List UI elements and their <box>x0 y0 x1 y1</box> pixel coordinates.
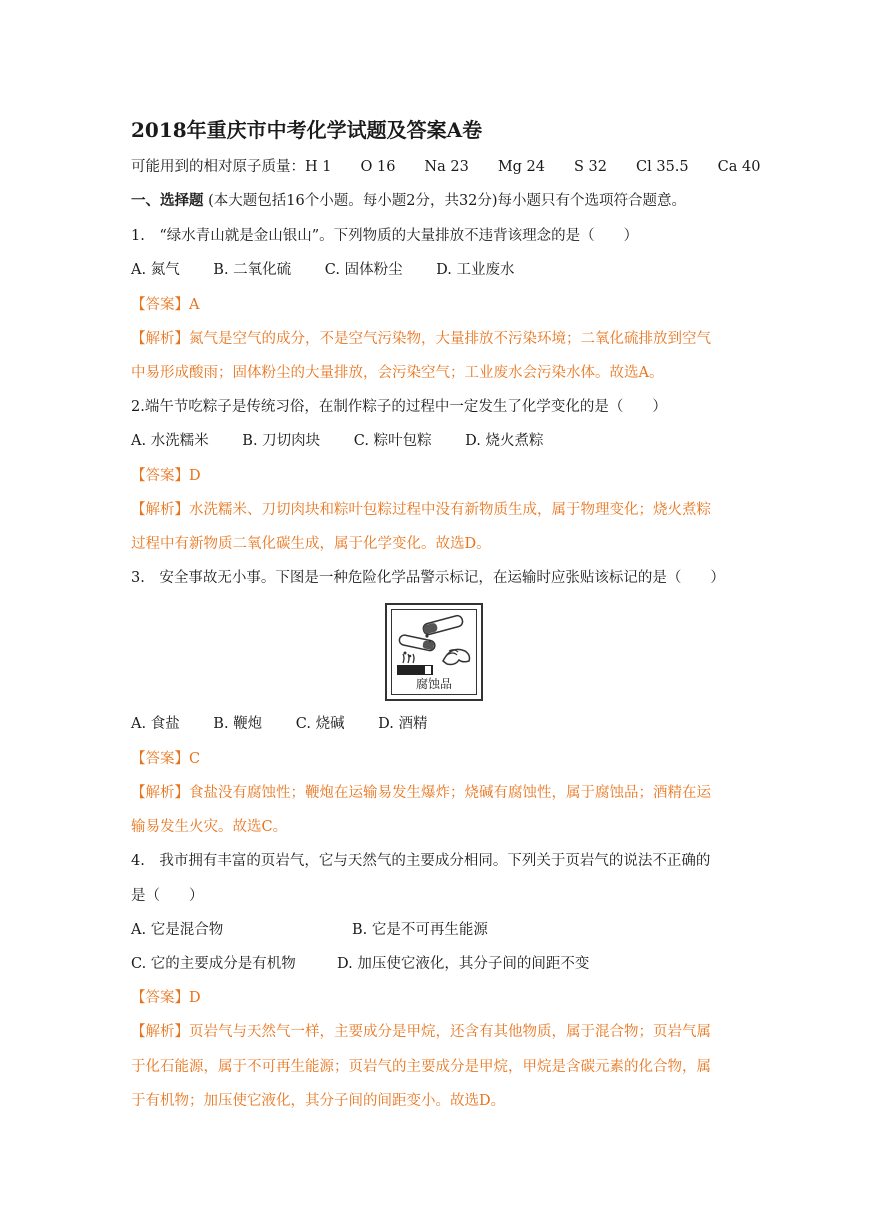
analysis-tag: 【解析】 <box>131 1024 189 1040</box>
section-header <box>131 191 686 211</box>
q4-stem-line1: 4. 我市拥有丰富的页岩气，它与天然气的主要成分相同。下列关于页岩气的说法不正确的 <box>131 853 711 869</box>
section-heading: 一、选择题 <box>131 192 204 209</box>
q1-analysis-line1: 氮气是空气的成分，不是空气污染物，大量排放不污染环境；二氧化硫排放到空气 <box>189 331 711 347</box>
q1-stem: 1. “绿水青山就是金山银山”。下列物质的大量排放不违背该理念的是（ ） <box>131 228 639 244</box>
answer-tag: 【答案】 <box>131 468 189 484</box>
section-note: (本大题包括16个小题。每小题2分，共32分)每小题只有个选项符合题意。 <box>208 193 687 209</box>
q1-answer-value: A <box>189 297 200 313</box>
sign-label: 腐蚀品 <box>415 677 452 691</box>
q1-answer <box>131 295 199 315</box>
q1-analysis-line2: 中易形成酸雨；固体粉尘的大量排放，会污染空气；工业废水会污染水体。故选A。 <box>131 365 664 381</box>
q2-options: A. 水洗糯米 B. 刀切肉块 C. 粽叶包粽 D. 烧火煮粽 <box>131 433 544 449</box>
q3-analysis <box>131 783 711 803</box>
q3-analysis-line2: 输易发生火灾。故选C。 <box>131 819 288 835</box>
page-title: 2018年重庆市中考化学试题及答案A卷 <box>131 118 483 142</box>
answer-tag: 【答案】 <box>131 990 189 1006</box>
answer-tag: 【答案】 <box>131 751 189 767</box>
q4-analysis-line2: 于化石能源，属于不可再生能源；页岩气的主要成分是甲烷，甲烷是含碳元素的化合物，属 <box>131 1059 711 1075</box>
q4-analysis-line1: 页岩气与天然气一样，主要成分是甲烷，还含有其他物质，属于混合物；页岩气属 <box>189 1024 711 1040</box>
q3-analysis-line1: 食盐没有腐蚀性；鞭炮在运输易发生爆炸；烧碱有腐蚀性，属于腐蚀品；酒精在运 <box>189 785 711 801</box>
q2-analysis-line1: 水洗糯米、刀切肉块和粽叶包粽过程中没有新物质生成，属于物理变化；烧火煮粽 <box>189 502 711 518</box>
q1-analysis <box>131 329 711 349</box>
q4-option-c: C. 它的主要成分是有机物 <box>131 956 296 972</box>
q4-stem-line2: 是（ ） <box>131 888 204 904</box>
q2-answer <box>131 466 201 486</box>
q2-answer-value: D <box>189 468 201 484</box>
q2-analysis <box>131 500 711 520</box>
q2-analysis-line2: 过程中有新物质二氧化碳生成，属于化学变化。故选D。 <box>131 536 491 552</box>
q3-answer-value: C <box>189 751 201 767</box>
answer-tag: 【答案】 <box>131 297 189 313</box>
q3-options: A. 食盐 B. 鞭炮 C. 烧碱 D. 酒精 <box>131 716 428 732</box>
q3-stem: 3. 安全事故无小事。下图是一种危险化学品警示标记，在运输时应张贴该标记的是（ ） <box>131 570 725 586</box>
q2-stem: 2.端午节吃粽子是传统习俗，在制作粽子的过程中一定发生了化学变化的是（ ） <box>131 399 667 415</box>
q4-answer <box>131 988 201 1008</box>
q4-answer-value: D <box>189 990 201 1006</box>
q3-answer <box>131 749 200 769</box>
q4-option-b: B. 它是不可再生能源 <box>352 922 488 938</box>
analysis-tag: 【解析】 <box>131 331 189 347</box>
q1-options: A. 氮气 B. 二氧化硫 C. 固体粉尘 D. 工业废水 <box>131 262 515 278</box>
analysis-tag: 【解析】 <box>131 502 189 518</box>
analysis-tag: 【解析】 <box>131 785 189 801</box>
q4-analysis <box>131 1022 711 1042</box>
atomic-masses: 可能用到的相对原子质量：H 1 O 16 Na 23 Mg 24 S 32 Cl 35.5 Ca 40 <box>131 159 761 175</box>
q4-analysis-line3: 于有机物；加压使它液化，其分子间的间距变小。故选D。 <box>131 1093 506 1109</box>
q4-option-d: D. 加压使它液化，其分子间的间距不变 <box>337 956 590 972</box>
q4-option-a: A. 它是混合物 <box>131 922 224 938</box>
corrosive-warning-sign <box>385 603 483 701</box>
